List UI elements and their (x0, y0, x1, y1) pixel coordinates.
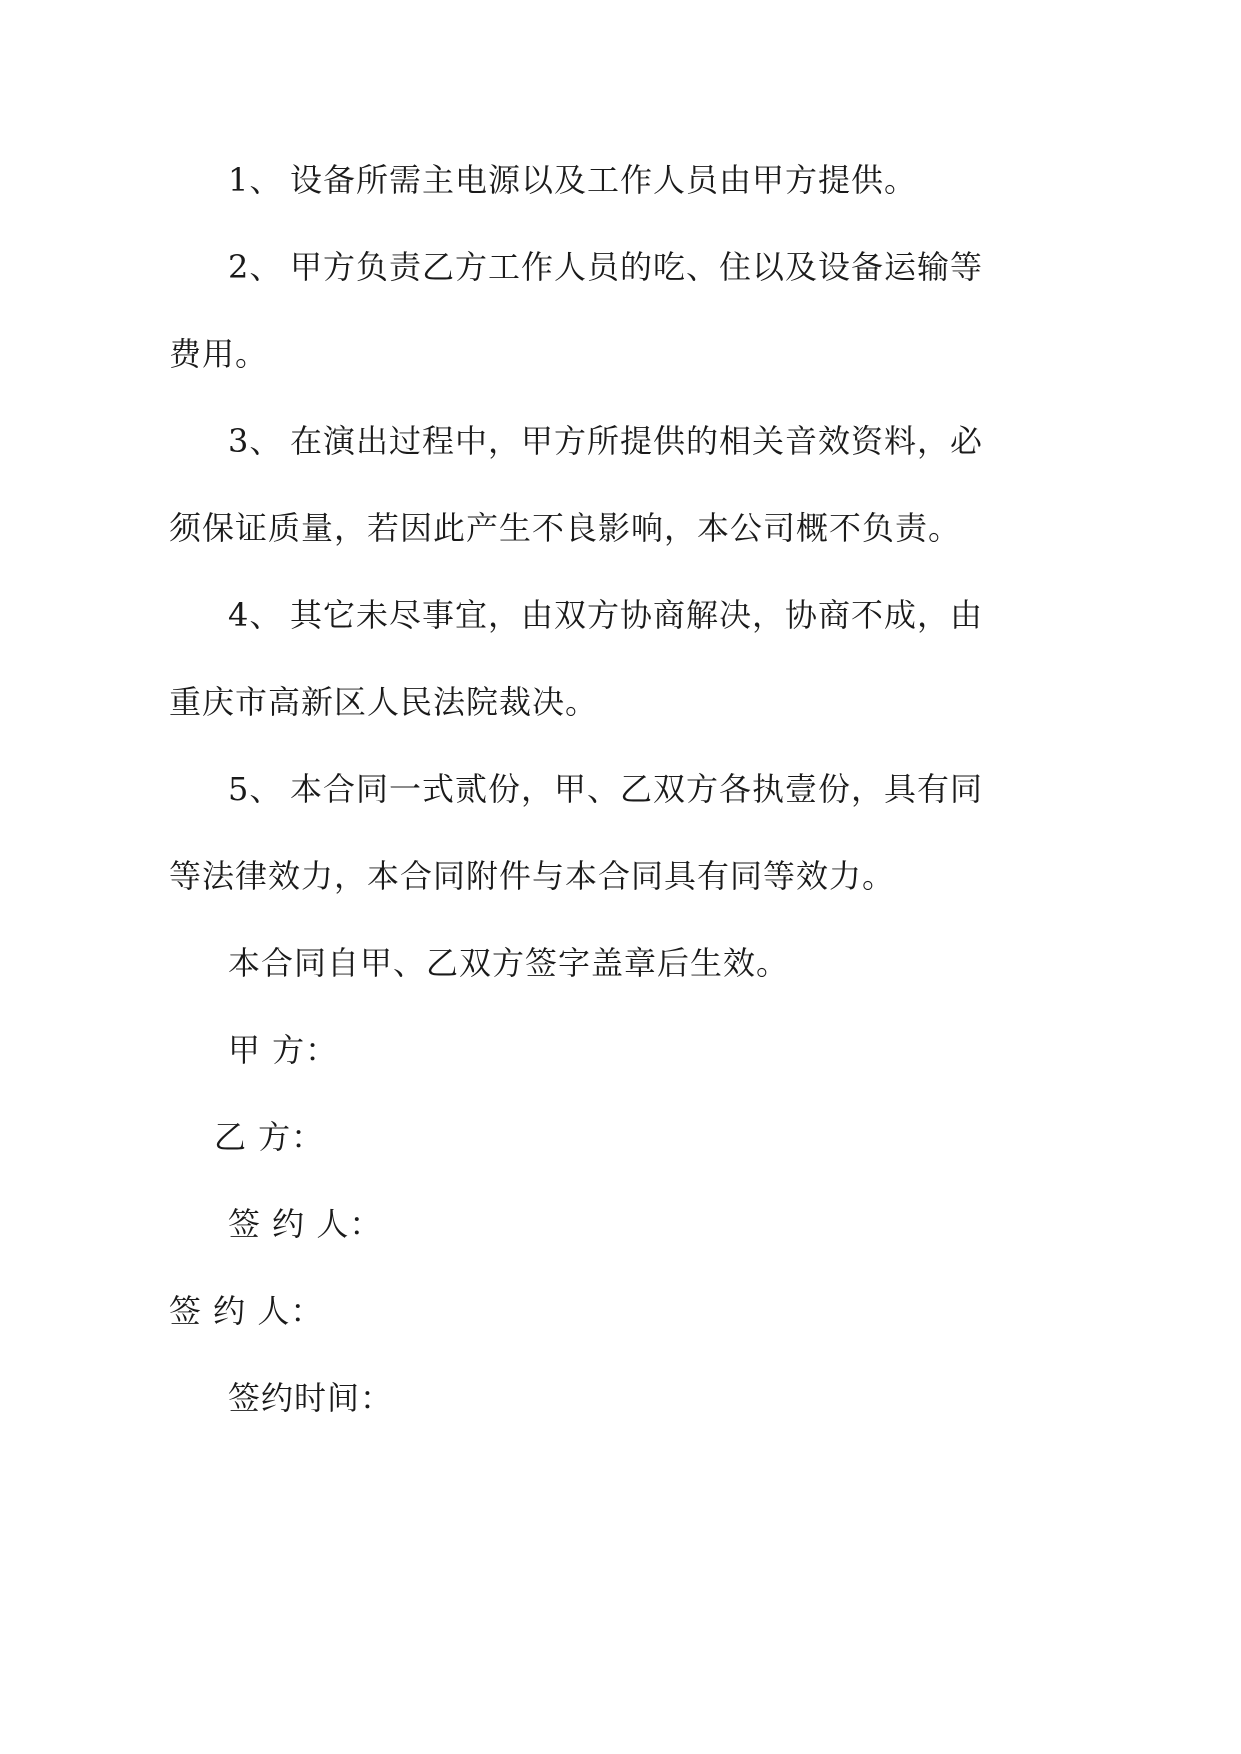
sign-date-label: 签约时间： (228, 1379, 394, 1417)
signer-a-label: 签 约 人： (228, 1205, 383, 1243)
clause-3-continuation: 须保证质量，若因此产生不良影响，本公司概不负责。 (169, 509, 962, 547)
clause-2-text: 甲方负责乙方工作人员的吃、住以及设备运输等 (290, 248, 984, 286)
signer-b-label: 签 约 人： (169, 1292, 324, 1330)
clause-1 (228, 160, 917, 200)
clause-3 (228, 421, 983, 461)
clause-3-text: 在演出过程中，甲方所提供的相关音效资料，必 (290, 422, 984, 460)
clause-5-number: 5、 (228, 770, 283, 808)
clause-1-text: 设备所需主电源以及工作人员由甲方提供。 (290, 161, 918, 199)
clause-4-number: 4、 (228, 596, 283, 634)
clause-4-continuation: 重庆市高新区人民法院裁决。 (169, 683, 599, 721)
clause-4 (228, 595, 983, 635)
clause-2-continuation: 费用。 (169, 335, 269, 373)
clause-4-text: 其它未尽事宜，由双方协商解决，协商不成，由 (290, 596, 984, 634)
clause-5-text: 本合同一式贰份，甲、乙双方各执壹份，具有同 (290, 770, 984, 808)
clause-2 (228, 247, 983, 287)
party-b-label: 乙 方： (214, 1118, 325, 1156)
clause-5-continuation: 等法律效力，本合同附件与本合同具有同等效力。 (169, 857, 896, 895)
clause-1-number: 1、 (228, 161, 283, 199)
clause-3-number: 3、 (228, 422, 283, 460)
clause-5 (228, 769, 983, 809)
effective-clause: 本合同自甲、乙双方签字盖章后生效。 (228, 944, 790, 982)
clause-2-number: 2、 (228, 248, 283, 286)
party-a-label: 甲 方： (228, 1031, 339, 1069)
